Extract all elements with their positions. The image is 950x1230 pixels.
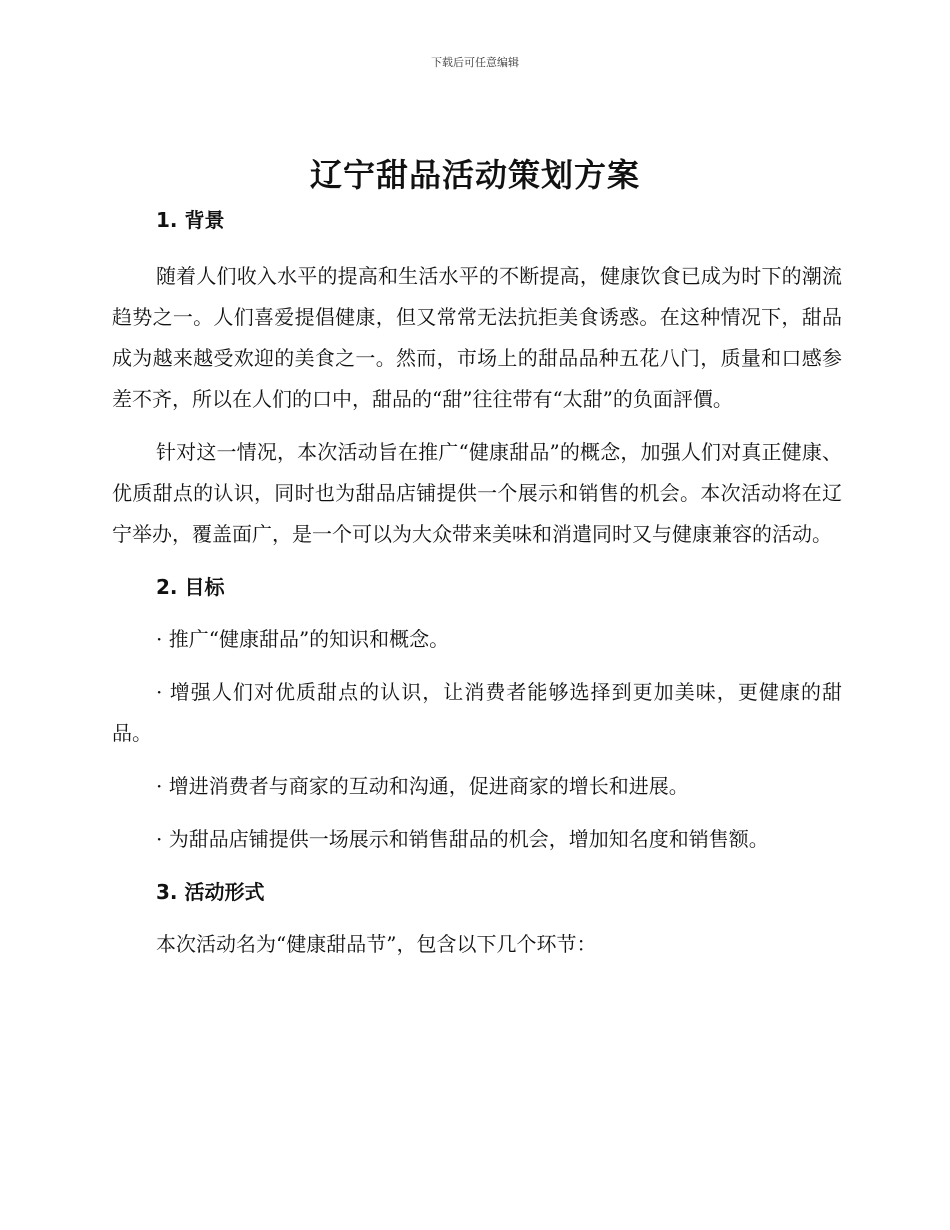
- section-heading-format: 3. 活动形式: [156, 880, 265, 904]
- background-paragraph-1: 随着人们收入水平的提高和生活水平的不断提高，健康饮食已成为时下的潮流趋势之一。人们喜爱提倡健康，但又常常无法抗拒美食诱惑。在这种情况下，甜品成为越来越受欢迎的美食之一。然而，市场上的甜品品种五花八门，质量和口感参差不齐，所以在人们的口中，甜品的“甜”往往带有“太甜”的负面評價。: [112, 264, 842, 411]
- background-paragraph-2: 针对这一情况，本次活动旨在推广“健康甜品”的概念，加强人们对真正健康、优质甜点的认识，同时也为甜品店铺提供一个展示和销售的机会。本次活动将在辽宁举办，覆盖面广，是一个可以为大众带来美味和消遣同时又与健康兼容的活动。: [112, 440, 842, 546]
- document-title: 辽宁甜品活动策划方案: [309, 156, 640, 194]
- goal-bullet-4: · 为甜品店铺提供一场展示和销售甜品的机会，增加知名度和销售额。: [156, 827, 769, 851]
- section-heading-background: 1. 背景: [156, 208, 225, 232]
- header-note: 下载后可任意编辑: [431, 56, 519, 69]
- goal-bullet-1: · 推广“健康甜品”的知识和概念。: [156, 627, 450, 651]
- goal-bullet-3: · 增进消费者与商家的互动和沟通，促进商家的增长和进展。: [156, 774, 689, 798]
- format-paragraph-1: 本次活动名为“健康甜品节”，包含以下几个环节：: [156, 932, 597, 956]
- goal-bullet-2: · 增强人们对优质甜点的认识，让消费者能够选择到更加美味，更健康的甜品。: [112, 680, 842, 745]
- section-heading-goals: 2. 目标: [156, 575, 225, 599]
- document-body: [112, 200, 842, 965]
